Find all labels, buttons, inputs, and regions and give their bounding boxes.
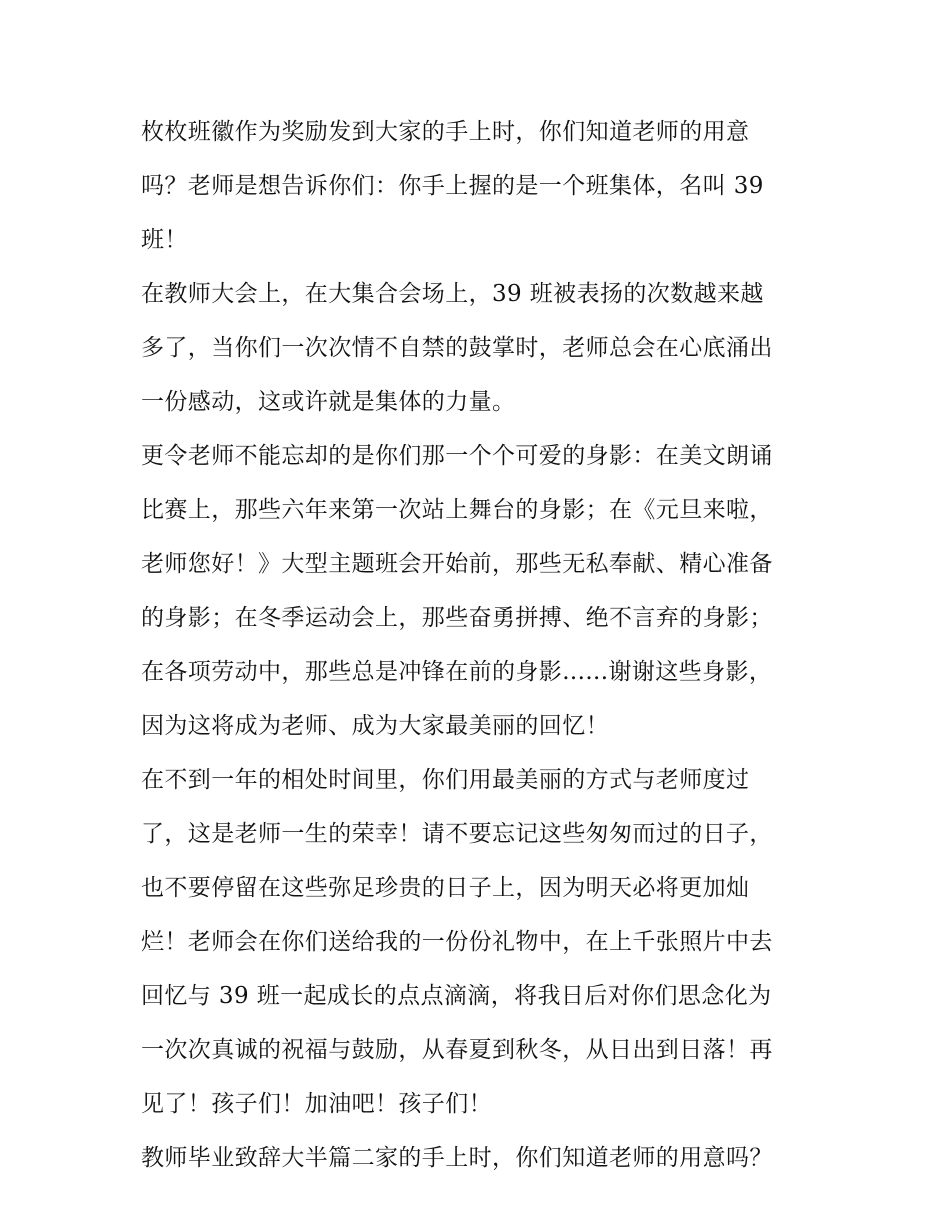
text-line: 在各项劳动中，那些总是冲锋在前的身影......谢谢这些身影， [141, 659, 773, 685]
text-line: 枚枚班徽作为奖励发到大家的手上时，你们知道老师的用意 [141, 119, 750, 145]
text-line: 多了，当你们一次次情不自禁的鼓掌时，老师总会在心底涌出 [141, 335, 773, 361]
text-line: 一份感动，这或许就是集体的力量。 [141, 389, 516, 415]
text-line: 一次次真诚的祝福与鼓励，从春夏到秋冬，从日出到日落！再 [141, 1037, 773, 1063]
text-line: 吗？老师是想告诉你们：你手上握的是一个班集体，名叫 39 [141, 173, 764, 199]
text-line: 班！ [141, 227, 188, 253]
text-line: 在不到一年的相处时间里，你们用最美丽的方式与老师度过 [141, 767, 750, 793]
text-line: 教师毕业致辞大半篇二家的手上时，你们知道老师的用意吗？ [141, 1145, 773, 1171]
text-line: 因为这将成为老师、成为大家最美丽的回忆！ [141, 713, 609, 739]
text-line: 在教师大会上，在大集合会场上，39 班被表扬的次数越来越 [141, 281, 764, 307]
text-line: 的身影；在冬季运动会上，那些奋勇拼搏、绝不言弃的身影； [141, 605, 773, 631]
text-line: 也不要停留在这些弥足珍贵的日子上，因为明天必将更加灿 [141, 875, 750, 901]
text-line: 老师您好！》大型主题班会开始前，那些无私奉献、精心准备 [141, 551, 773, 577]
text-line: 了，这是老师一生的荣幸！请不要忘记这些匆匆而过的日子， [141, 821, 773, 847]
document-body [141, 105, 821, 1185]
text-line: 比赛上，那些六年来第一次站上舞台的身影；在《元旦来啦， [141, 497, 773, 523]
text-line: 烂！老师会在你们送给我的一份份礼物中，在上千张照片中去 [141, 929, 773, 955]
text-line: 见了！孩子们！加油吧！孩子们！ [141, 1091, 492, 1117]
text-line: 更令老师不能忘却的是你们那一个个可爱的身影：在美文朗诵 [141, 443, 773, 469]
text-line: 回忆与 39 班一起成长的点点滴滴，将我日后对你们思念化为 [141, 983, 772, 1009]
